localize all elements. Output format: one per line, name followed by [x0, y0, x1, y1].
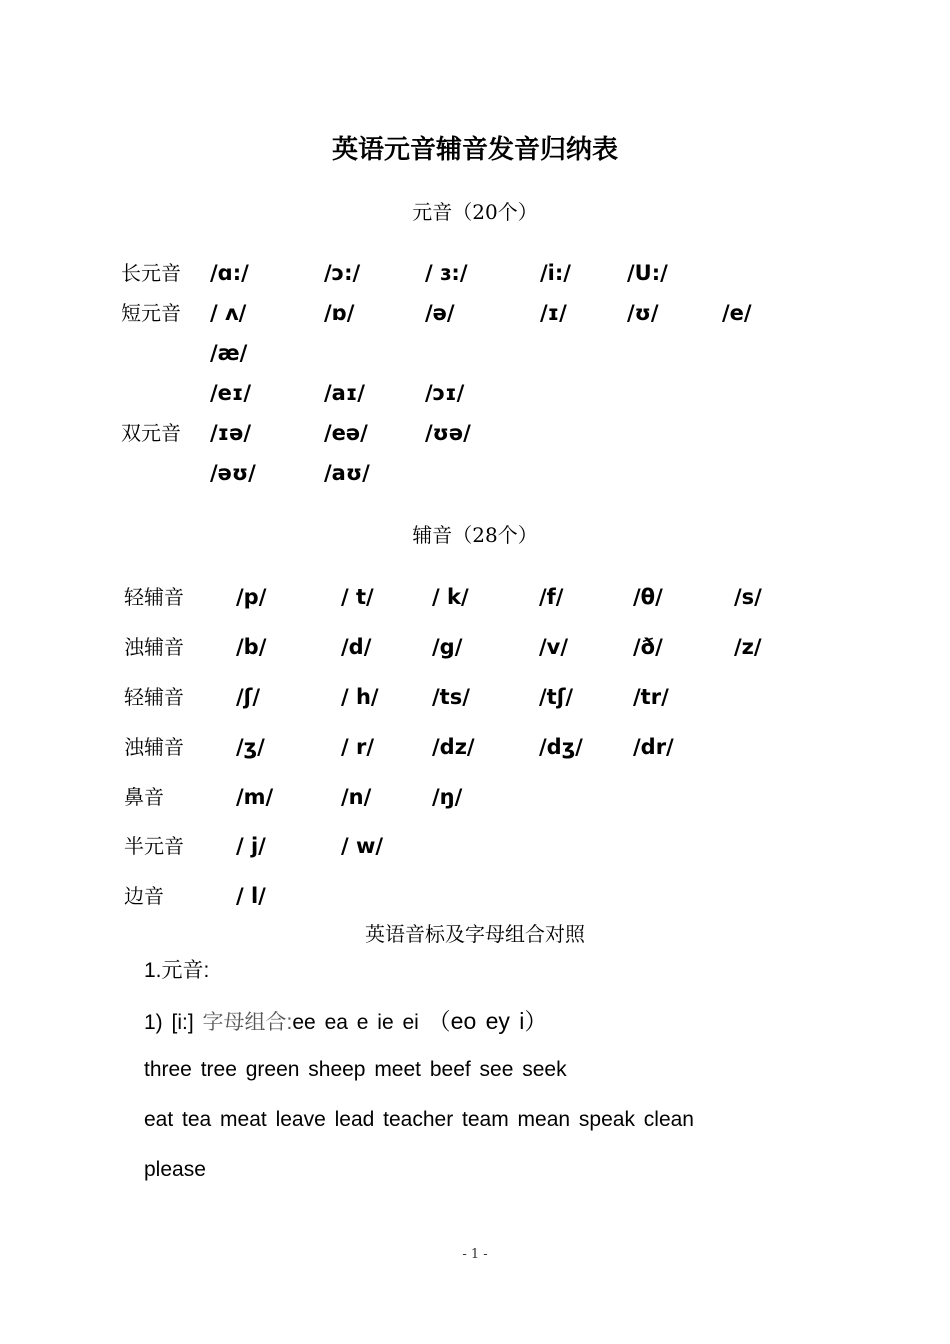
long-vowels-label: 长元音 — [121, 261, 181, 285]
ipa-symbol: /θ/ — [633, 585, 663, 609]
ipa-symbol: /n/ — [341, 785, 372, 809]
ipa-symbol: /z/ — [734, 635, 762, 659]
ipa-symbol: /tʃ/ — [539, 685, 574, 709]
vowels-heading: 元音（20个） — [412, 200, 538, 224]
ipa-symbol: /ɪ/ — [540, 301, 567, 325]
ipa-symbol: / l/ — [236, 884, 266, 908]
section-heading: 英语音标及字母组合对照 — [365, 922, 585, 946]
ipa-symbol: /aʊ/ — [324, 461, 370, 485]
ipa-symbol: /eə/ — [324, 421, 368, 445]
ipa-symbol: /tr/ — [633, 685, 669, 709]
consonant-row-label: 浊辅音 — [124, 635, 184, 659]
ipa-symbol: /i:/ — [540, 261, 571, 285]
ipa-symbol: /ʒ/ — [236, 735, 265, 759]
short-vowels-label: 短元音 — [121, 301, 181, 325]
ipa-symbol: /ʊə/ — [425, 421, 471, 445]
ipa-symbol: /ɑ:/ — [210, 261, 249, 285]
ipa-symbol: /e/ — [722, 301, 752, 325]
combo-label: 字母组合: — [202, 1011, 293, 1034]
subsection-heading: 1.元音: — [144, 959, 210, 982]
ipa-symbol: /əʊ/ — [210, 461, 256, 485]
ipa-symbol: /ts/ — [432, 685, 470, 709]
ipa-symbol: /m/ — [236, 785, 274, 809]
ipa-symbol: /ʊ/ — [627, 301, 659, 325]
consonants-heading: 辅音（28个） — [412, 523, 538, 547]
ipa-symbol: /ə/ — [425, 301, 455, 325]
ipa-symbol: /aɪ/ — [324, 381, 365, 405]
ipa-symbol: /ɒ/ — [324, 301, 355, 325]
consonant-row-label: 轻辅音 — [124, 685, 184, 709]
ipa-symbol: / j/ — [236, 834, 266, 858]
ipa-symbol: /d/ — [341, 635, 372, 659]
consonant-row-label: 轻辅音 — [124, 585, 184, 609]
page-number: - 1 - — [462, 1247, 488, 1262]
diphthongs-label: 双元音 — [121, 421, 181, 445]
ipa-symbol: /s/ — [734, 585, 762, 609]
phoneme-entry — [144, 1007, 547, 1037]
ipa-symbol: / ɜ:/ — [425, 261, 468, 285]
ipa-symbol: /dr/ — [633, 735, 674, 759]
ipa-symbol: /f/ — [539, 585, 564, 609]
ipa-symbol: /ɔ:/ — [324, 261, 361, 285]
ipa-symbol: / k/ — [432, 585, 469, 609]
ipa-symbol: /ʃ/ — [236, 685, 261, 709]
ipa-symbol: /b/ — [236, 635, 267, 659]
ipa-symbol: /eɪ/ — [210, 381, 252, 405]
ipa-symbol: / h/ — [341, 685, 379, 709]
ipa-symbol: /g/ — [432, 635, 463, 659]
consonant-row-label: 浊辅音 — [124, 735, 184, 759]
ipa-symbol: /U:/ — [627, 261, 668, 285]
phoneme-symbol: 1) [i:] — [144, 1011, 194, 1034]
ipa-symbol: /æ/ — [210, 341, 248, 365]
example-words: eat tea meat leave lead teacher team mean speak clean — [144, 1108, 694, 1131]
ipa-symbol: / t/ — [341, 585, 374, 609]
ipa-symbol: /ð/ — [633, 635, 663, 659]
example-words: please — [144, 1158, 206, 1181]
page-title: 英语元音辅音发音归纳表 — [331, 135, 618, 165]
consonant-row-label: 鼻音 — [124, 785, 164, 809]
extra-combos: （eo ey i） — [427, 1008, 548, 1034]
ipa-symbol: /p/ — [236, 585, 267, 609]
consonant-row-label: 半元音 — [124, 834, 184, 858]
ipa-symbol: / w/ — [341, 834, 384, 858]
ipa-symbol: /ŋ/ — [432, 785, 463, 809]
ipa-symbol: /dz/ — [432, 735, 475, 759]
ipa-symbol: / r/ — [341, 735, 375, 759]
example-words: three tree green sheep meet beef see seek — [144, 1058, 567, 1081]
consonant-row-label: 边音 — [124, 884, 164, 908]
letter-combos: ee ea e ie ei — [292, 1011, 419, 1034]
ipa-symbol: /ɪə/ — [210, 421, 252, 445]
ipa-symbol: / ʌ/ — [210, 301, 247, 325]
ipa-symbol: /v/ — [539, 635, 569, 659]
ipa-symbol: /ɔɪ/ — [425, 381, 465, 405]
ipa-symbol: /dʒ/ — [539, 735, 583, 759]
